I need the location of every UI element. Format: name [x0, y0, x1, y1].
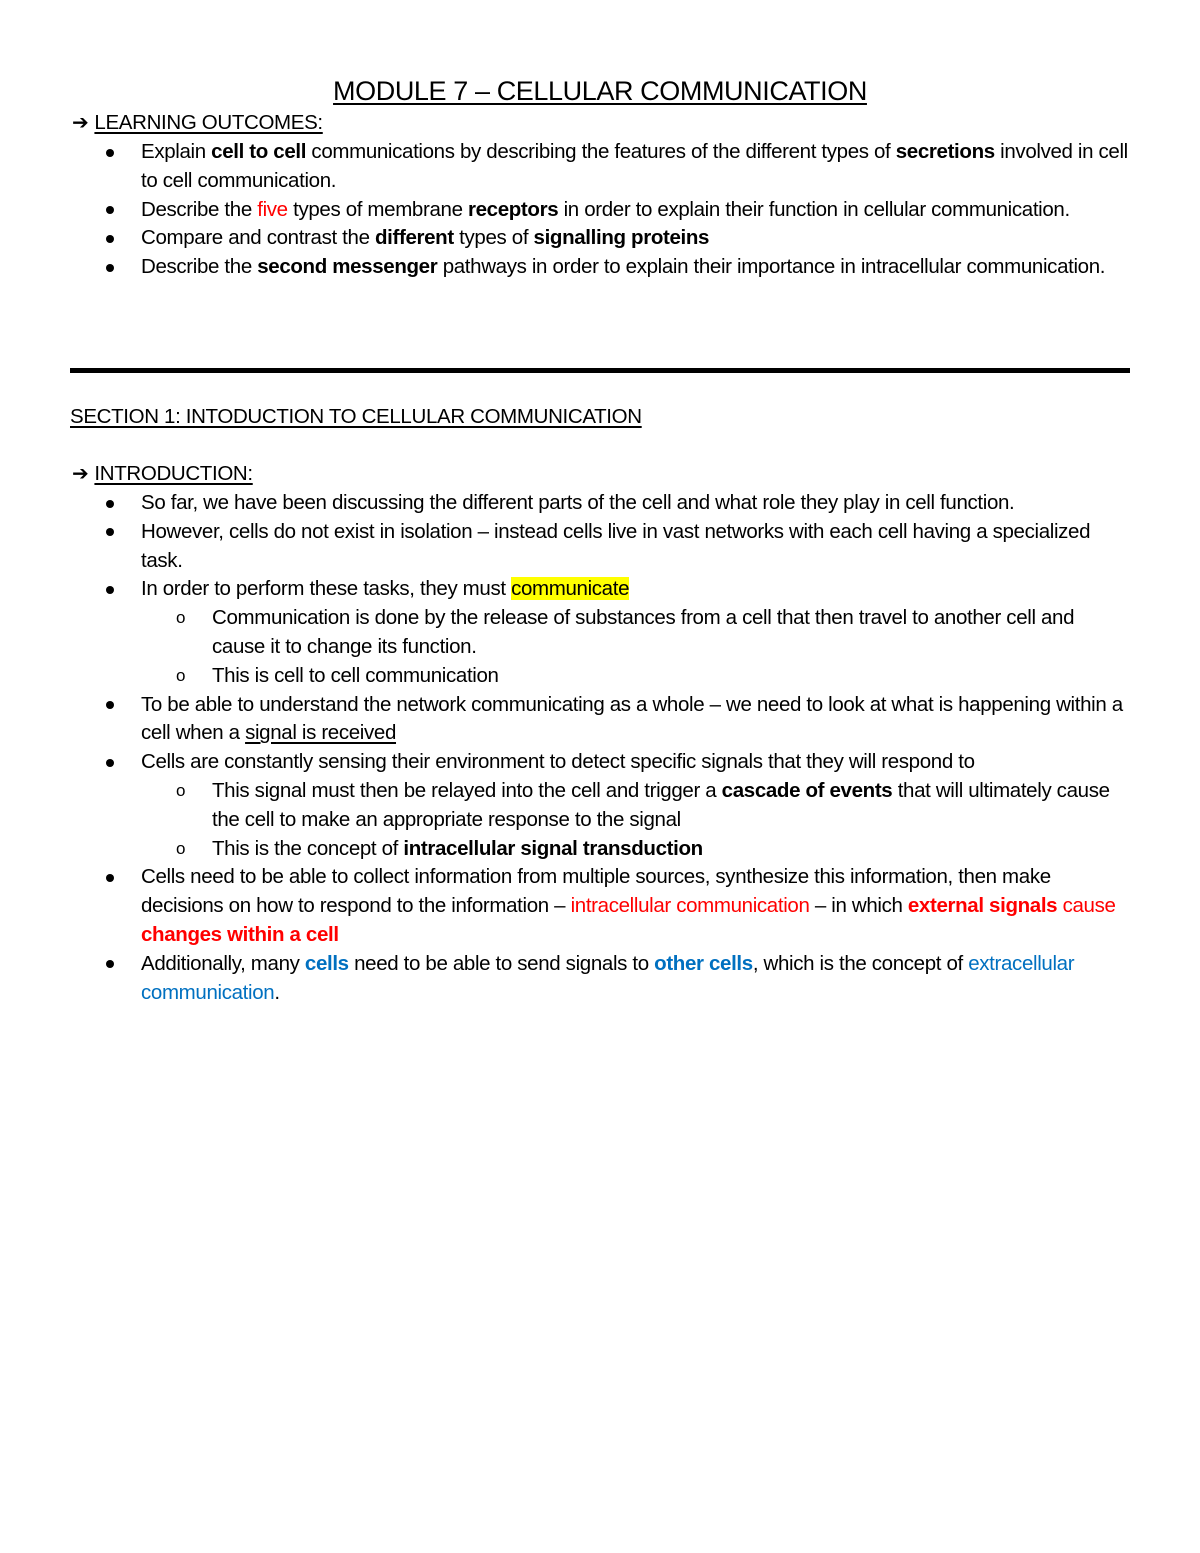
list-item: In order to perform these tasks, they must communicate — [0, 575, 1131, 604]
list-item: Describe the second messenger pathways in order to explain their importance in intracellular communication. — [0, 253, 1131, 282]
highlighted-text: communicate — [511, 577, 630, 601]
sub-list-item: o Communication is done by the release of substances from a cell that then travel to another cell and cause it to change its function. — [0, 604, 1132, 662]
sub-list-item: o This is the concept of intracellular signal transduction — [0, 835, 1132, 864]
list-item: Cells need to be able to collect information from multiple sources, synthesize this information, then make decisions on how to respond to the information – intracellular communication – in which external signals cause changes within a cell — [0, 863, 1131, 949]
section-title: SECTION 1: INTODUCTION TO CELLULAR COMMUNICATION — [70, 405, 642, 428]
introduction-heading: ➔ INTRODUCTION: — [72, 462, 253, 485]
arrow-icon: ➔ — [72, 463, 89, 485]
list-item: Explain cell to cell communications by describing the features of the different types of secretions involved in cell to cell communication. — [0, 138, 1131, 196]
list-item: So far, we have been discussing the different parts of the cell and what role they play in cell function. — [0, 489, 1131, 518]
list-item: Cells are constantly sensing their environment to detect specific signals that they will respond to — [0, 748, 1131, 777]
sub-list-item: o This signal must then be relayed into the cell and trigger a cascade of events that will ultimately cause the cell to make an appropriate response to the signal — [0, 777, 1132, 835]
learning-outcomes-heading: ➔ LEARNING OUTCOMES: — [72, 111, 323, 134]
page-title: MODULE 7 – CELLULAR COMMUNICATION — [333, 76, 867, 106]
arrow-icon: ➔ — [72, 112, 89, 134]
list-item: Describe the five types of membrane receptors in order to explain their function in cellular communication. — [0, 196, 1131, 225]
list-item: Compare and contrast the different types of signalling proteins — [0, 224, 1131, 253]
learning-outcomes-list — [0, 138, 1131, 282]
list-item: However, cells do not exist in isolation – instead cells live in vast networks with each cell having a specialized task. — [0, 518, 1131, 576]
list-item: To be able to understand the network communicating as a whole – we need to look at what is happening within a cell when a signal is received — [0, 691, 1131, 749]
sub-list-item: o This is cell to cell communication — [0, 662, 1132, 691]
list-item: Additionally, many cells need to be able to send signals to other cells, which is the concept of extracellular communication. — [0, 950, 1131, 1008]
horizontal-divider — [70, 368, 1130, 373]
introduction-list — [0, 489, 1132, 1007]
